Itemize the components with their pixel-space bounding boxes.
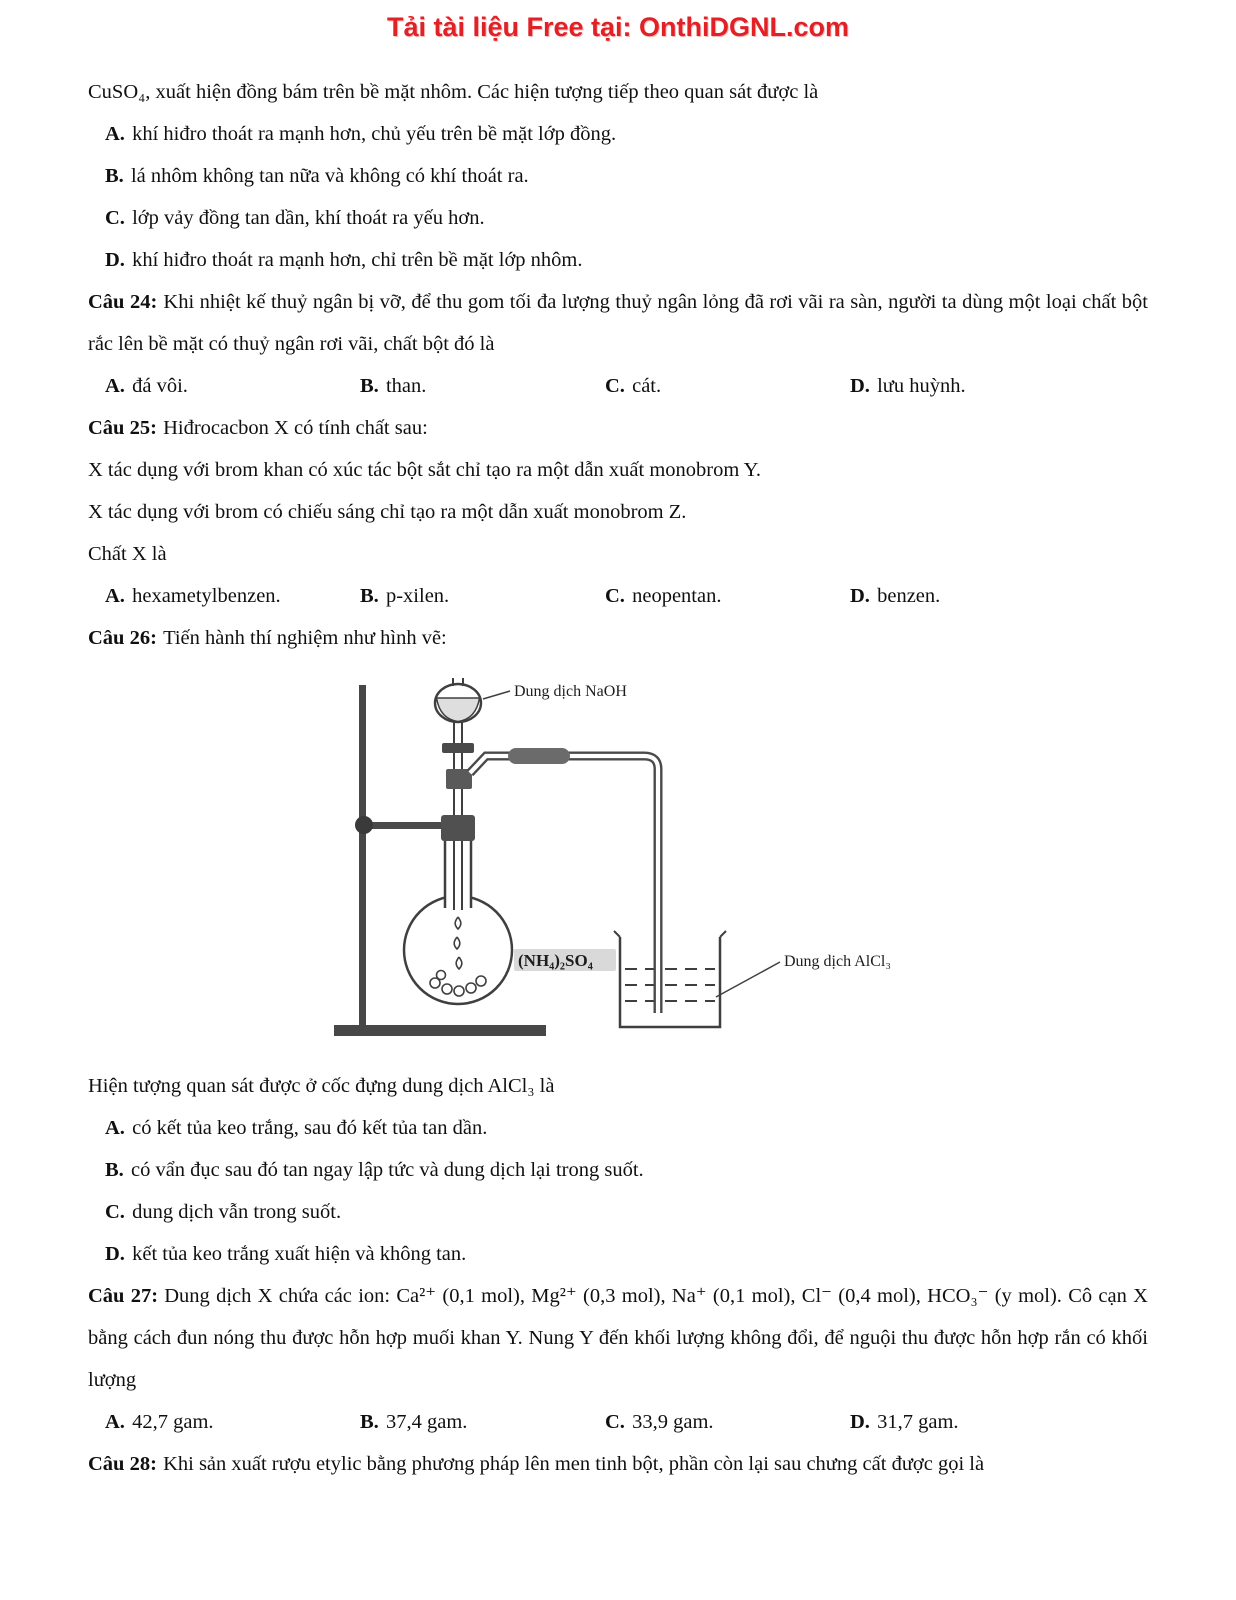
document-body [0,71,1236,1485]
option-text: cát. [632,375,662,397]
option-text: 37,4 gam. [385,1411,468,1433]
naoh-label: Dung dịch NaOH [514,683,627,700]
naoh-leader-line [483,691,510,699]
option-text: kết tủa keo trắng xuất hiện và không tan. [132,1243,467,1265]
option-letter: A. [105,1411,125,1433]
option-letter: D. [850,585,870,607]
q27-option-c [605,1401,850,1443]
question-text: Dung dịch X chứa các ion: Ca²⁺ (0,1 mol), Mg²⁺ (0,3 mol), Na⁺ (0,1 mol), Cl⁻ (0,4 mol), HCO₃⁻ (y mol). Cô cạn X bằng cách đun nóng thu được hỗn hợp muối khan Y. Nung Y đến khối lượng không đổi, để nguội thu được hỗn hợp rắn có khối lượng [88,1285,1148,1391]
q25-option-b [360,575,605,617]
clamp-jaw [441,815,475,841]
option-letter: A. [105,1117,125,1139]
q23-option-a [88,113,1148,155]
q25-options [88,575,1148,617]
stand-pole [359,685,366,1031]
rubber-connector [508,748,570,764]
flask-bulb [404,896,512,1004]
option-text: neopentan. [632,585,722,607]
clamp-arm [362,822,446,829]
option-text: benzen. [877,585,941,607]
option-text: 42,7 gam. [132,1411,214,1433]
option-letter: A. [105,375,125,397]
q23-option-c [88,197,1148,239]
q27-option-d [850,1401,1148,1443]
alcl3-leader-line [716,962,780,997]
q23-option-d [88,239,1148,281]
option-letter: C. [105,207,125,229]
option-text: hexametylbenzen. [132,585,281,607]
question-text: Tiến hành thí nghiệm như hình vẽ: [163,627,447,649]
q25-conclusion: Chất X là [88,543,167,565]
alcl3-label: Dung dịch AlCl₃ [784,953,891,970]
option-letter: C. [605,585,625,607]
experiment-diagram [328,665,948,1055]
option-letter: C. [605,1411,625,1433]
option-letter: B. [360,375,379,397]
q25-property-1: X tác dụng với brom khan có xúc tác bột sắt chỉ tạo ra một dẫn xuất monobrom Y. [88,459,761,481]
adapter-joint [446,769,472,789]
option-text: p-xilen. [385,585,450,607]
option-letter: B. [105,1159,124,1181]
q26-options [88,1107,1148,1275]
q26-stem [88,617,1148,659]
q24-option-c [605,365,850,407]
page-header [0,0,1236,43]
q25-option-c [605,575,850,617]
option-letter: C. [605,375,625,397]
q26-option-d [88,1233,1148,1275]
flask-content-label: (NH₄)₂SO₄ [518,951,593,970]
header-site-text: Tải tài liệu Free tại: OnthiDGNL.com [386,12,850,42]
beaker-outline [620,937,720,1027]
clamp-knob [355,816,373,834]
question-number: Câu 25: [88,417,157,439]
option-letter: B. [360,585,379,607]
q28-stem [88,1443,1148,1485]
liquid-level-dashes [625,969,715,1001]
option-text: lớp vảy đồng tan dần, khí thoát ra yếu hơn. [132,207,485,229]
beaker-rim-right [720,931,726,937]
beaker [614,931,726,1027]
q24-options [88,365,1148,407]
option-text: dung dịch vẫn trong suốt. [132,1201,342,1223]
q27-option-b [360,1401,605,1443]
option-letter: B. [360,1411,379,1433]
question-text: Khi nhiệt kế thuỷ ngân bị vỡ, để thu gom tối đa lượng thuỷ ngân lỏng đã rơi vãi ra sàn, người ta dùng một loại chất bột rắc lên bề mặt có thuỷ ngân rơi vãi, chất bột đó là [88,291,1148,355]
beaker-rim-left [614,931,620,937]
question-number: Câu 26: [88,627,157,649]
q25-stem [88,407,1148,449]
option-letter: A. [105,123,125,145]
option-text: lưu huỳnh. [877,375,966,397]
q25-option-d [850,575,1148,617]
question-text: Hiđrocacbon X có tính chất sau: [163,417,428,439]
question-number: Câu 24: [88,291,158,313]
q27-option-a [105,1401,360,1443]
option-letter: A. [105,585,125,607]
option-letter: C. [105,1201,125,1223]
q25-option-a [105,575,360,617]
option-text: 33,9 gam. [632,1411,714,1433]
option-letter: D. [850,1411,870,1433]
q24-option-d [850,365,1148,407]
option-text: có kết tủa keo trắng, sau đó kết tủa tan dần. [132,1117,488,1139]
option-letter: D. [105,249,125,271]
option-text: đá vôi. [132,375,188,397]
option-text: khí hiđro thoát ra mạnh hơn, chỉ trên bề mặt lớp nhôm. [132,249,583,271]
option-letter: D. [850,375,870,397]
q23-options [88,113,1148,281]
question-number: Câu 28: [88,1453,157,1475]
q26-option-b [88,1149,1148,1191]
q26-option-c [88,1191,1148,1233]
option-text: có vẩn đục sau đó tan ngay lập tức và dung dịch lại trong suốt. [130,1159,644,1181]
q23-option-b [88,155,1148,197]
question-number: Câu 27: [88,1285,159,1307]
q26-question: Hiện tượng quan sát được ở cốc đựng dung dịch AlCl₃ là [88,1075,555,1097]
stopcock [442,743,474,753]
option-text: 31,7 gam. [877,1411,959,1433]
option-text: than. [385,375,427,397]
question-text: Khi sản xuất rượu etylic bằng phương pháp lên men tinh bột, phần còn lại sau chưng cất được gọi là [163,1453,985,1475]
option-text: lá nhôm không tan nữa và không có khí thoát ra. [130,165,529,187]
q27-stem [88,1275,1148,1401]
q26-option-a [88,1107,1148,1149]
q25-property-2: X tác dụng với brom có chiếu sáng chỉ tạo ra một dẫn xuất monobrom Z. [88,501,687,523]
q24-option-a [105,365,360,407]
option-letter: D. [105,1243,125,1265]
option-letter: B. [105,165,124,187]
q23-intro: CuSO₄, xuất hiện đồng bám trên bề mặt nhôm. Các hiện tượng tiếp theo quan sát được là [88,81,819,103]
option-text: khí hiđro thoát ra mạnh hơn, chủ yếu trên bề mặt lớp đồng. [132,123,617,145]
q27-options [88,1401,1148,1443]
stand-base [334,1025,546,1036]
q24-option-b [360,365,605,407]
flask-neck-gap [444,865,472,910]
q24-stem [88,281,1148,365]
